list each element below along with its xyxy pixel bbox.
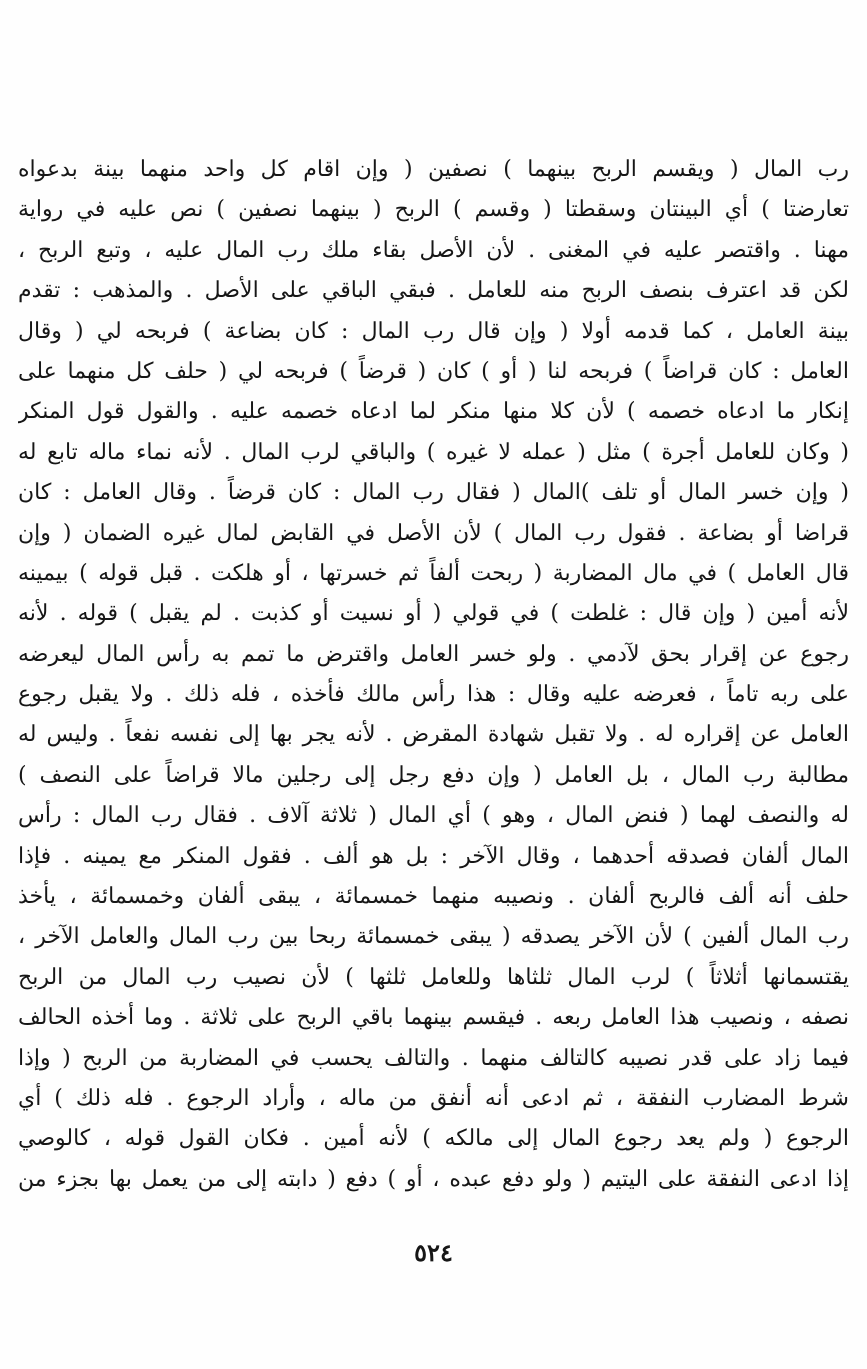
text-line: فيما زاد على قدر نصيبه كالتالف منهما . والتالف يحسب في المضاربة من الربح ( وإذا [18,1045,849,1071]
text-line: مهنا . واقتصر عليه في المغنى . لأن الأصل بقاء ملك رب المال عليه ، وتبع الربح ، [18,237,849,263]
text-line: لأنه أمين ( وإن قال : غلطت ) في قولي ( أو نسيت أو كذبت . لم يقبل ) قوله . لأنه [18,601,849,627]
text-line: على ربه تاماً ، فعرضه عليه وقال : هذا رأس مالك فأخذه ، فله ذلك . ولا يقبل رجوع [18,682,849,708]
text-line: شرط المضارب النفقة ، ثم ادعى أنه أنفق من ماله ، وأراد الرجوع . فله ذلك ) أي [18,1085,849,1111]
text-line: رب المال ( ويقسم الربح بينهما ) نصفين ( وإن اقام كل واحد منهما بينة بدعواه [18,157,849,182]
text-line: مطالبة رب المال ، بل العامل ( وإن دفع رجل إلى رجلين مالا قراضاً على النصف ) [18,762,849,788]
text-line: رب المال ألفين ) لأن الآخر يصدقه ( يبقى خمسمائة ربحا بين رب المال والعامل الآخر ، [18,924,849,950]
text-line: لكن قد اعترف بنصف الربح منه للعامل . فبقي الباقي على الأصل . والمذهب : تقدم [18,278,849,304]
text-line: يقتسمانها أثلاثاً ) لرب المال ثلثاها وللعامل ثلثها ) لأن نصيب رب المال من الربح [18,964,849,990]
body-text [18,150,849,1200]
text-line: إذا ادعى النفقة على اليتيم ( ولو دفع عبده ، أو ) دفع ( دابته إلى من يعمل بها بجزء من [18,1166,849,1192]
text-line: العامل : كان قراضاً ) فربحه لنا ( أو ) كان ( قرضاً ) فربحه لي ( حلف كل منهما على [18,358,849,384]
text-line: تعارضتا ) أي البينتان وسقطتا ( وقسم ) الربح ( بينهما نصفين ) نص عليه في رواية [18,197,849,223]
text-line: نصفه ، ونصيب هذا العامل ربعه . فيقسم بينهما باقي الربح على ثلاثة . وما أخذه الحالف [18,1005,849,1031]
text-line: قال العامل ) في مال المضاربة ( ربحت ألفاً ثم خسرتها ، أو هلكت . قبل قوله ) بيمينه [18,560,849,586]
text-line: العامل عن إقراره له . ولا تقبل شهادة المقرض . لأنه يجر بها إلى نفسه نفعاً . وليس له [18,722,849,748]
text-line: رجوع عن إقرار بحق لآدمي . ولو خسر العامل واقترض ما تمم به رأس المال ليعرضه [18,641,849,667]
text-line: إنكار ما ادعاه خصمه ) لأن كلا منها منكر لما ادعاه خصمه عليه . والقول قول المنكر [18,399,849,425]
text-line: الرجوع ( ولم يعد رجوع المال إلى مالكه ) لأنه أمين . فكان القول قوله ، كالوصي [18,1126,849,1152]
text-line: بينة العامل ، كما قدمه أولا ( وإن قال رب المال : كان بضاعة ) فربحه لي ( وقال [18,318,849,344]
page-number: ٥٢٤ [414,1238,453,1267]
text-line: له والنصف لهما ( فنض المال ، وهو ) أي المال ( ثلاثة آلاف . فقال رب المال : رأس [18,803,849,829]
text-line: ( وإن خسر المال أو تلف )المال ( فقال رب المال : كان قرضاً . وقال العامل : كان [18,480,849,506]
text-line: المال ألفان فصدقه أحدهما ، وقال الآخر : بل هو ألف . فقول المنكر مع يمينه . فإذا [18,843,849,869]
text-line: حلف أنه ألف فالربح ألفان . ونصيبه منهما خمسمائة ، يبقى ألفان وخمسمائة ، يأخذ [18,884,849,910]
text-line: قراضا أو بضاعة . فقول رب المال ) لأن الأصل في القابض لمال غيره الضمان ( وإن [18,520,849,546]
text-line: ( وكان للعامل أجرة ) مثل ( عمله لا غيره ) والباقي لرب المال . لأنه نماء ماله تابع له [18,439,849,465]
